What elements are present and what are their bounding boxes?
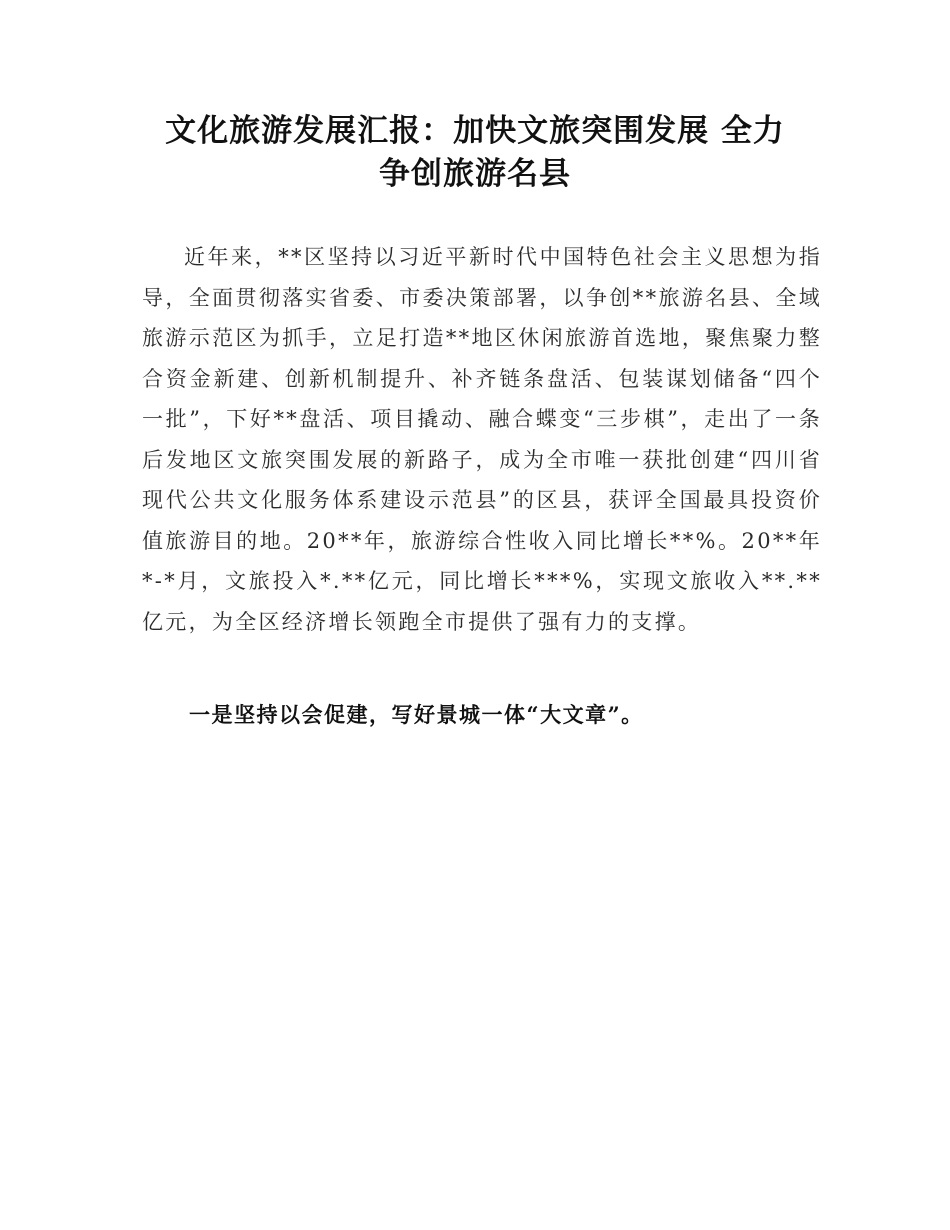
document-title <box>130 110 820 196</box>
title-line-1: 文化旅游发展汇报：加快文旅突围发展 全力 <box>165 113 785 149</box>
title-line-2: 争创旅游名县 <box>379 156 571 192</box>
section-point-one: 一是坚持以会促建，写好景城一体“大文章”。 <box>189 702 644 727</box>
intro-paragraph: 近年来，**区坚持以习近平新时代中国特色社会主义思想为指导，全面贯彻落实省委、市委决策部署，以争创**旅游名县、全域旅游示范区为抓手，立足打造**地区休闲旅游首选地，聚焦聚力整合资金新建、创新机制提升、补齐链条盘活、包装谋划储备“四个一批”，下好**盘活、项目撬动、融合蝶变“三步棋”，走出了一条后发地区文旅突围发展的新路子，成为全市唯一获批创建“四川省现代公共文化服务体系建设示范县”的区县，获评全国最具投资价值旅游目的地。20**年，旅游综合性收入同比增长**%。20**年*-*月，文旅投入*.**亿元，同比增长***%，实现文旅收入**.**亿元，为全区经济增长领跑全市提供了强有力的支撑。 <box>142 245 822 634</box>
